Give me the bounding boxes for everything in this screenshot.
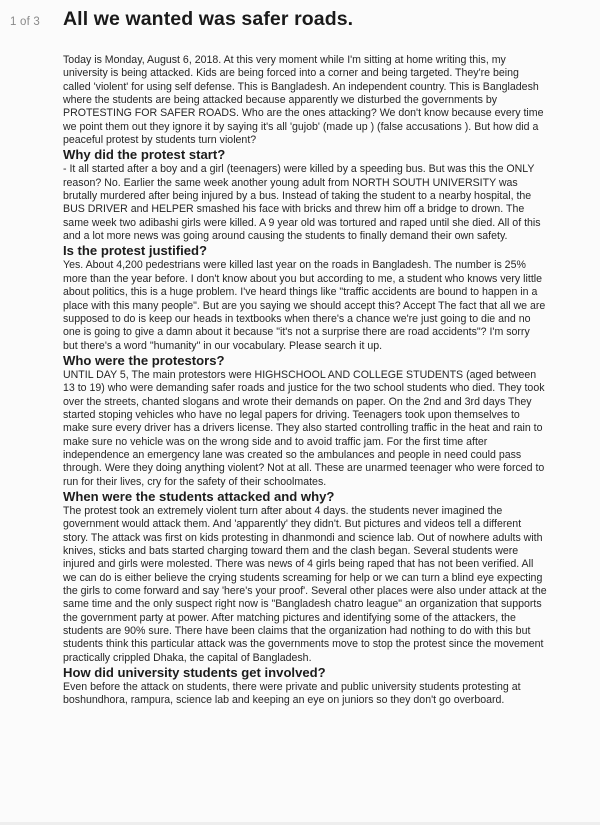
section-protestors bbox=[63, 353, 547, 489]
intro-paragraph: Today is Monday, August 6, 2018. At this very moment while I'm sitting at home writing this, my university is being attacked. Kids are being forced into a corner and being targeted. They're being called 'violent' for using self defense. This is Bangladesh. An independent country. This is Bangladesh where the students are being attacked because apparently we disturbed the governments by PROTESTING FOR SAFER ROADS. Who are the ones attacking? We don't know because every time we point them out they ignore it by saying it's all 'gujob' (made up ) (false accusations ). But how did a peaceful protest by students turn violent? bbox=[63, 54, 544, 147]
section-paragraph: Even before the attack on students, there were private and public university students protesting at boshundhora, rampura, science lab and keeping an eye on juniors so they don't go overboard. bbox=[63, 681, 521, 707]
section-heading: Is the protest justified? bbox=[63, 243, 208, 259]
section-paragraph: UNTIL DAY 5, The main protestors were HIGHSCHOOL AND COLLEGE STUDENTS (aged between 13 to 19) who were demanding safer roads and justice for the two school students who died. They took over the streets, chanted slogans and wrote their demands on paper. On the 2nd and 3rd days They started stoping vehicles who have no legal papers for driving. Teenagers took upon themselves to make sure every driver has a drivers license. They also started controlling traffic in the heat and rain to make sure no vehicle was on the wrong side and to avoid traffic jam. For the first time after independence an emergency lane was created so the ambulances and people in need could pass through. Were they doing anything violent? Not at all. These are unarmed teenager who were forced to run for their lives, cry for the safety of their schoolmates. bbox=[63, 368, 545, 488]
section-why-protest bbox=[63, 147, 547, 243]
article-body bbox=[63, 54, 547, 708]
document-title: All we wanted was safer roads. bbox=[63, 8, 354, 30]
section-justified bbox=[63, 243, 547, 352]
section-paragraph: - It all started after a boy and a girl (teenagers) were killed by a speeding bus. But was this the ONLY reason? No. Earlier the same week another young adult from NORTH SOUTH UNIVERSITY was brutally murdered after being injured by a bus. Instead of taking the student to a nearby hospital, the BUS DRIVER and HELPER smashed his face with bricks and threw him off a bridge to drown. The same week two adibashi girls were killed. A 9 year old was tortured and raped until she died. All of this and a lot more news was going around causing the students to finally demand their own safety. bbox=[63, 163, 541, 243]
section-heading: Why did the protest start? bbox=[63, 147, 226, 163]
section-heading: How did university students get involved? bbox=[63, 665, 326, 681]
section-heading: When were the students attacked and why? bbox=[63, 488, 335, 504]
section-attacked bbox=[63, 489, 547, 665]
section-paragraph: The protest took an extremely violent turn after about 4 days. the students never imagined the government would attack them. And 'apparently' they didn't. But pictures and videos tell a different story. The attack was first on kids protesting in dhanmondi and science lab. Out of nowhere adults with knives, sticks and bats started charging toward them and the clash began. Several students were injured and girls were molested. There was news of 4 girls being raped that has not been verified. All we can do is either believe the crying students screaming for help or we can turn a blind eye expecting the girls to come forward and say 'here's your proof'. Several other places were also under attack at the same time and the only suspect right now is "Bangladesh chatro league" an organization that supports the government party at power. After matching pictures and identifying some of the attackers, the students are 90% sure. There have been claims that the organization had nothing to do with this but students think this particular attack was the governments move to stop the protest since the movement practically crippled Dhaka, the capital of Bangladesh. bbox=[63, 504, 547, 664]
section-heading: Who were the protestors? bbox=[63, 352, 225, 368]
page-indicator: 1 of 3 bbox=[10, 16, 40, 28]
section-paragraph: Yes. About 4,200 pedestrians were killed last year on the roads in Bangladesh. The number is 25% more than the year before. I don't know about you but according to me, a student who knows very little about politics, this is a huge problem. I've heard things like "traffic accidents are bound to happen in a place with this many people". But are you saying we should accept this? Accept The fact that all we are supposed to do is keep our heads in textbooks when there's a chance we're just going to die and no one is going to give a damn about it because "it's not a surprise there are road accidents"? I'm sorry but there's a word "humanity" in our vocabulary. Please search it up. bbox=[63, 259, 546, 352]
section-university bbox=[63, 665, 547, 708]
